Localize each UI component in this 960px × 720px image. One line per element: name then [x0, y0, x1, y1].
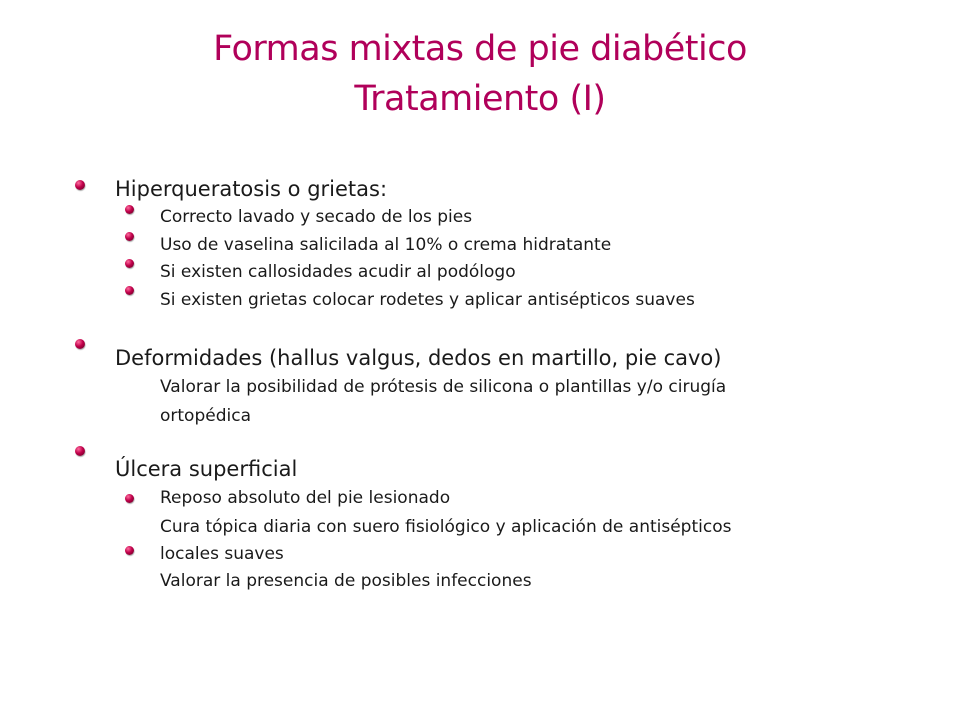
section-heading-ulcera: Úlcera superficial — [115, 457, 298, 481]
section-heading-deformidades: Deformidades (hallus valgus, dedos en martillo, pie cavo) — [115, 346, 722, 370]
bullet-icon — [125, 494, 134, 503]
bullet-icon — [125, 259, 134, 268]
list-item: Reposo absoluto del pie lesionado — [160, 488, 451, 508]
bullet-icon — [75, 339, 85, 349]
bullet-icon — [75, 180, 85, 190]
title-line-1: Formas mixtas de pie diabético — [213, 29, 747, 69]
bullet-icon — [125, 232, 134, 241]
list-item: ortopédica — [160, 406, 251, 426]
list-item: Correcto lavado y secado de los pies — [160, 207, 473, 227]
slide-title — [0, 24, 960, 124]
list-item: Si existen callosidades acudir al podólogo — [160, 262, 516, 282]
list-item: Valorar la posibilidad de prótesis de silicona o plantillas y/o cirugía — [160, 377, 727, 397]
bullet-icon — [75, 446, 85, 456]
list-item: Si existen grietas colocar rodetes y aplicar antisépticos suaves — [160, 290, 695, 310]
bullet-icon — [125, 286, 134, 295]
bullet-icon — [125, 546, 134, 555]
bullet-icon — [125, 205, 134, 214]
list-item: Uso de vaselina salicilada al 10% o crema hidratante — [160, 235, 612, 255]
section-heading-hiperqueratosis: Hiperqueratosis o grietas: — [115, 177, 388, 201]
title-line-2: Tratamiento (I) — [354, 79, 606, 119]
list-item: Cura tópica diaria con suero fisiológico y aplicación de antisépticos — [160, 517, 732, 537]
list-item: Valorar la presencia de posibles infecciones — [160, 571, 532, 591]
list-item: locales suaves — [160, 544, 284, 564]
